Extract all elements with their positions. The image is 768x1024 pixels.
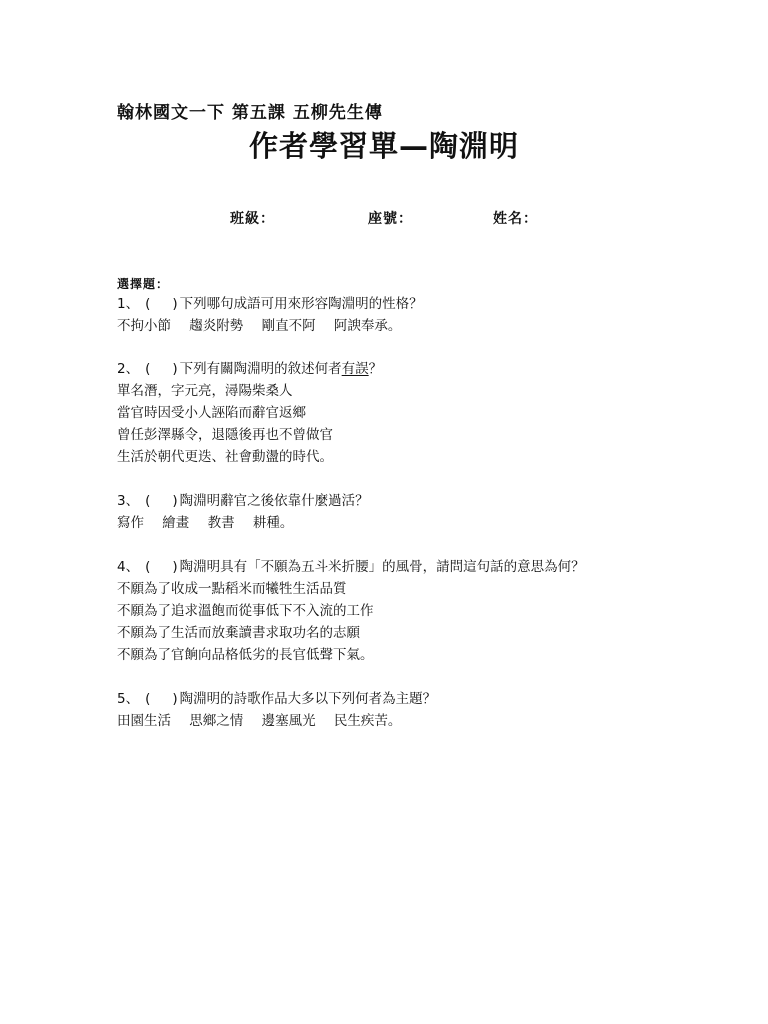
question-number: 2、: [117, 361, 140, 377]
question-2-stem-line: [117, 358, 382, 380]
question-3: [117, 490, 369, 534]
question-number: 4、: [117, 559, 140, 575]
seat-label: 座號：: [368, 211, 413, 227]
question-4-stem-line: [117, 556, 585, 578]
answer-blank-close: ): [172, 691, 178, 707]
option: 邊塞風光: [261, 713, 316, 729]
option-line: 不願為了官餉向品格低劣的長官低聲下氣。: [117, 647, 374, 663]
question-3-stem-line: [117, 490, 369, 512]
question-number: 5、: [117, 691, 140, 707]
option-line: 單名潛，字元亮，潯陽柴桑人: [117, 383, 293, 399]
option-line: 不願為了追求溫飽而從事低下不入流的工作: [117, 603, 374, 619]
question-2: [117, 358, 382, 468]
question-stem: [180, 358, 383, 380]
answer-blank-close: ): [172, 559, 178, 575]
question-stem: 下列哪句成語可用來形容陶淵明的性格？: [179, 296, 423, 312]
question-number: 1、: [117, 296, 140, 312]
question-5: [117, 688, 436, 732]
answer-blank-open: (: [145, 691, 151, 707]
option: 田園生活: [117, 713, 171, 729]
option: 趨炎附勢: [189, 318, 244, 334]
option-line: 曾任彭澤縣令，退隱後再也不曾做官: [117, 427, 333, 443]
option-line: 不願為了收成一點稻米而犧牲生活品質: [117, 581, 347, 597]
option-line: 當官時因受小人誣陷而辭官返鄉: [117, 405, 306, 421]
question-1-stem-line: [117, 293, 423, 315]
answer-blank-close: ): [172, 493, 178, 509]
option: 繪畫: [162, 515, 190, 531]
answer-blank-open: (: [145, 361, 151, 377]
answer-blank-open: (: [145, 296, 151, 312]
option: 民生疾苦。: [333, 713, 402, 729]
class-label: 班級：: [230, 211, 275, 227]
option: 剛直不阿: [261, 318, 316, 334]
worksheet-title: 作者學習單—陶淵明: [248, 129, 519, 163]
option: 阿諛奉承。: [333, 318, 402, 334]
question-5-stem-line: [117, 688, 436, 710]
question-1: [117, 293, 423, 337]
option: 教書: [207, 515, 235, 531]
question-stem-emphasis: 有誤: [341, 361, 369, 377]
option: 思鄉之情: [189, 713, 244, 729]
lesson-subtitle: 翰林國文一下 第五課 五柳先生傳: [117, 103, 383, 123]
option: 耕種。: [252, 515, 294, 531]
answer-blank-close: ): [172, 296, 178, 312]
question-1-options: [117, 315, 423, 337]
answer-blank-open: (: [145, 559, 151, 575]
option: 不拘小節: [117, 318, 171, 334]
question-5-options: [117, 710, 436, 732]
question-stem-text: 下列有關陶淵明的敘述何者: [179, 361, 342, 377]
question-stem: 陶淵明的詩歌作品大多以下列何者為主題？: [179, 691, 437, 707]
multiple-choice-label: 選擇題：: [117, 277, 170, 291]
question-stem-end: ？: [368, 361, 383, 377]
answer-blank-close: ): [172, 361, 178, 377]
question-stem: 陶淵明辭官之後依靠什麼過活？: [179, 493, 369, 509]
question-stem: 陶淵明具有「不願為五斗米折腰」的風骨，請問這句話的意思為何？: [179, 559, 585, 575]
question-number: 3、: [117, 493, 140, 509]
answer-blank-open: (: [145, 493, 151, 509]
option: 寫作: [117, 515, 144, 531]
question-3-options: [117, 512, 369, 534]
question-4: [117, 556, 585, 666]
option-line: 生活於朝代更迭、社會動盪的時代。: [117, 449, 333, 465]
option-line: 不願為了生活而放棄讀書求取功名的志願: [117, 625, 360, 641]
name-label: 姓名：: [493, 211, 538, 227]
